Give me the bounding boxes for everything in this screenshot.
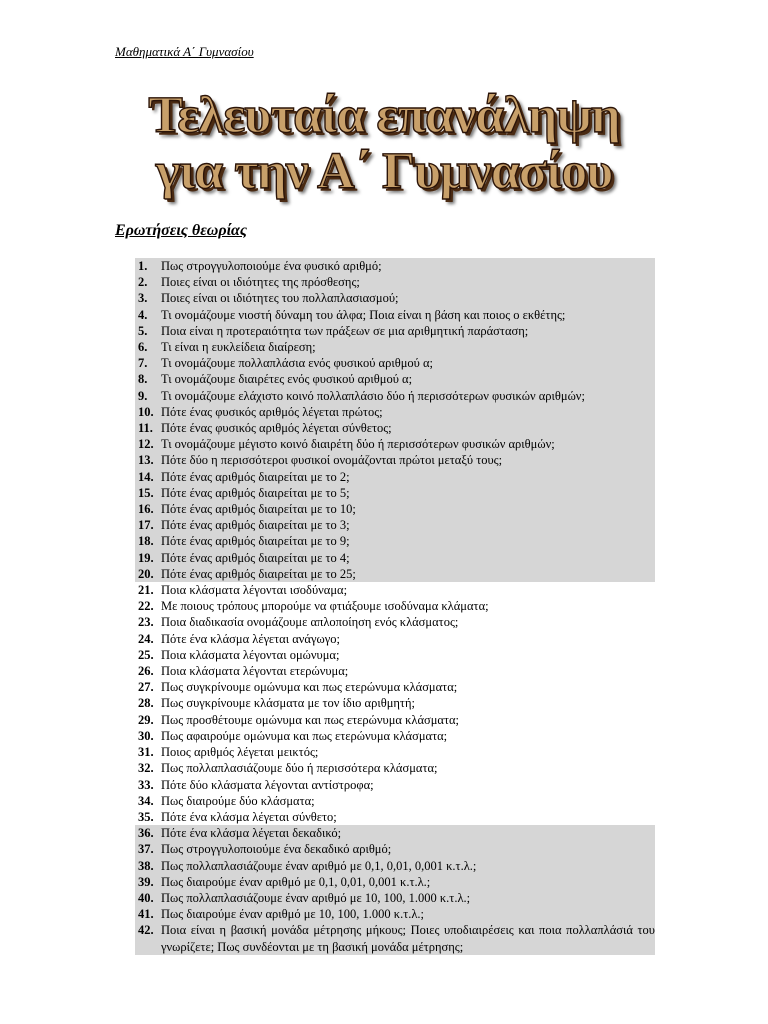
- question-text: Πως συγκρίνουμε ομώνυμα και πως ετερώνυμα κλάσματα;: [161, 680, 458, 695]
- question-text: Πότε δύο κλάσματα λέγονται αντίστροφα;: [161, 777, 374, 792]
- question-number: 14.: [138, 469, 154, 484]
- question-text: Ποια είναι η βασική μονάδα μέτρησης μήκους; Ποιες υποδιαιρέσεις και ποια πολλαπλάσιά του γνωρίζετε; Πως συνδέονται με τη βασική μονάδα μέτρησης;: [161, 923, 655, 954]
- question-item: [135, 388, 655, 404]
- question-text: Τι ονομάζουμε μέγιστο κοινό διαιρέτη δύο ή περισσότερων φυσικών αριθμών;: [161, 437, 555, 452]
- question-number: 8.: [138, 372, 148, 387]
- section-title: Ερωτήσεις θεωρίας: [115, 222, 248, 239]
- question-text: Τι ονομάζουμε νιοστή δύναμη του άλφα; Ποια είναι η βάση και ποιος ο εκθέτης;: [161, 307, 566, 322]
- question-item: [135, 744, 655, 760]
- question-item: [135, 550, 655, 566]
- question-text: Ποιες είναι οι ιδιότητες του πολλαπλασιασμού;: [161, 291, 399, 306]
- question-item: [135, 485, 655, 501]
- question-item: [135, 777, 655, 793]
- question-number: 37.: [138, 842, 154, 857]
- question-item: [135, 793, 655, 809]
- question-item: [135, 290, 655, 306]
- question-number: 18.: [138, 534, 154, 549]
- question-item: [135, 679, 655, 695]
- question-item: [135, 841, 655, 857]
- question-item: [135, 728, 655, 744]
- question-item: [135, 631, 655, 647]
- question-number: 30.: [138, 728, 154, 743]
- question-number: 11.: [138, 421, 153, 436]
- question-number: 28.: [138, 696, 154, 711]
- question-text: Πότε ένας αριθμός διαιρείται με το 25;: [161, 566, 356, 581]
- question-item: [135, 922, 655, 954]
- question-number: 40.: [138, 890, 154, 905]
- question-text: Πότε ένας αριθμός διαιρείται με το 4;: [161, 550, 350, 565]
- question-number: 32.: [138, 761, 154, 776]
- question-item: [135, 582, 655, 598]
- question-number: 1.: [138, 259, 148, 273]
- question-text: Ποια είναι η προτεραιότητα των πράξεων σε μια αριθμητική παράσταση;: [161, 323, 529, 338]
- question-number: 34.: [138, 793, 154, 808]
- question-item: [135, 874, 655, 890]
- question-item: [135, 274, 655, 290]
- question-text: Πως στρογγυλοποιούμε ένα δεκαδικό αριθμό;: [161, 842, 392, 857]
- question-text: Πότε ένας φυσικός αριθμός λέγεται σύνθετος;: [161, 421, 392, 436]
- question-text: Ποιος αριθμός λέγεται μεικτός;: [161, 745, 319, 760]
- question-text: Πως πολλαπλασιάζουμε δύο ή περισσότερα κλάσματα;: [161, 761, 438, 776]
- question-number: 27.: [138, 680, 154, 695]
- question-text: Πότε ένα κλάσμα λέγεται σύνθετο;: [161, 809, 337, 824]
- question-number: 29.: [138, 712, 154, 727]
- question-number: 31.: [138, 745, 154, 760]
- question-text: Με ποιους τρόπους μπορούμε να φτιάξουμε ισοδύναμα κλάματα;: [161, 599, 489, 614]
- question-item: [135, 420, 655, 436]
- question-item: [135, 858, 655, 874]
- question-item: [135, 404, 655, 420]
- question-item: [135, 614, 655, 630]
- question-item: [135, 452, 655, 468]
- question-item: [135, 598, 655, 614]
- question-item: [135, 371, 655, 387]
- question-item: [135, 809, 655, 825]
- question-item: [135, 501, 655, 517]
- question-item: [135, 760, 655, 776]
- question-text: Πως διαιρούμε δύο κλάσματα;: [161, 793, 315, 808]
- question-number: 42.: [138, 923, 154, 938]
- question-text: Τι ονομάζουμε πολλαπλάσια ενός φυσικού αριθμού α;: [161, 356, 433, 371]
- question-number: 17.: [138, 518, 154, 533]
- question-number: 19.: [138, 550, 154, 565]
- question-number: 9.: [138, 388, 148, 403]
- question-item: [135, 307, 655, 323]
- question-text: Τι ονομάζουμε ελάχιστο κοινό πολλαπλάσιο δύο ή περισσότερων φυσικών αριθμών;: [161, 388, 585, 403]
- question-text: Τι ονομάζουμε διαιρέτες ενός φυσικού αριθμού α;: [161, 372, 413, 387]
- question-item: [135, 647, 655, 663]
- question-item: [135, 825, 655, 841]
- title-line-1: Τελευταία επανάληψη: [148, 87, 620, 144]
- question-item: [135, 890, 655, 906]
- question-item: [135, 323, 655, 339]
- questions-list: [135, 258, 655, 955]
- question-text: Πότε ένας αριθμός διαιρείται με το 10;: [161, 502, 356, 517]
- question-item: [135, 355, 655, 371]
- question-number: 7.: [138, 356, 148, 371]
- question-text: Πως στρογγυλοποιούμε ένα φυσικό αριθμό;: [161, 259, 382, 273]
- question-text: Ποια κλάσματα λέγονται ετερώνυμα;: [161, 664, 349, 679]
- question-text: Πως πολλαπλασιάζουμε έναν αριθμό με 10, 100, 1.000 κ.τ.λ.;: [161, 890, 471, 905]
- question-text: Πότε ένα κλάσμα λέγεται ανάγωγο;: [161, 631, 340, 646]
- question-item: [135, 517, 655, 533]
- question-item: [135, 695, 655, 711]
- question-text: Πως αφαιρούμε ομώνυμα και πως ετερώνυμα κλάσματα;: [161, 728, 448, 743]
- question-number: 25.: [138, 647, 154, 662]
- question-text: Πως συγκρίνουμε κλάσματα με τον ίδιο αριθμητή;: [161, 696, 415, 711]
- question-text: Ποια κλάσματα λέγονται ομώνυμα;: [161, 647, 340, 662]
- question-number: 26.: [138, 664, 154, 679]
- document-header: Μαθηματικά Α΄ Γυμνασίου: [115, 44, 254, 59]
- question-item: [135, 436, 655, 452]
- question-number: 33.: [138, 777, 154, 792]
- question-number: 38.: [138, 858, 154, 873]
- question-text: Πότε ένας φυσικός αριθμός λέγεται πρώτος;: [161, 404, 383, 419]
- question-text: Πως πολλαπλασιάζουμε έναν αριθμό με 0,1, 0,01, 0,001 κ.τ.λ.;: [161, 858, 477, 873]
- question-text: Ποια κλάσματα λέγονται ισοδύναμα;: [161, 583, 348, 598]
- question-text: Ποιες είναι οι ιδιότητες της πρόσθεσης;: [161, 275, 360, 290]
- question-number: 4.: [138, 307, 148, 322]
- question-number: 21.: [138, 583, 154, 598]
- question-number: 13.: [138, 453, 154, 468]
- question-number: 12.: [138, 437, 154, 452]
- question-text: Πως προσθέτουμε ομώνυμα και πως ετερώνυμα κλάσματα;: [161, 712, 460, 727]
- question-text: Πότε ένας αριθμός διαιρείται με το 9;: [161, 534, 350, 549]
- question-item: [135, 533, 655, 549]
- question-text: Ποια διαδικασία ονομάζουμε απλοποίηση ενός κλάσματος;: [161, 615, 459, 630]
- question-number: 2.: [138, 275, 148, 290]
- page-title: [110, 88, 658, 200]
- question-number: 35.: [138, 809, 154, 824]
- question-item: [135, 906, 655, 922]
- question-text: Πως διαιρούμε έναν αριθμό με 10, 100, 1.000 κ.τ.λ.;: [161, 907, 424, 922]
- question-text: Πως διαιρούμε έναν αριθμό με 0,1, 0,01, 0,001 κ.τ.λ.;: [161, 874, 431, 889]
- question-text: Πότε ένας αριθμός διαιρείται με το 2;: [161, 469, 350, 484]
- question-item: [135, 339, 655, 355]
- question-text: Πότε ένας αριθμός διαιρείται με το 5;: [161, 485, 350, 500]
- question-number: 22.: [138, 599, 154, 614]
- question-item: [135, 566, 655, 582]
- question-number: 15.: [138, 485, 154, 500]
- question-number: 36.: [138, 826, 154, 841]
- question-text: Πότε δύο η περισσότεροι φυσικοί ονομάζονται πρώτοι μεταξύ τους;: [161, 453, 503, 468]
- question-number: 23.: [138, 615, 154, 630]
- question-item: [135, 712, 655, 728]
- question-number: 24.: [138, 631, 154, 646]
- question-item: [135, 663, 655, 679]
- question-number: 10.: [138, 404, 154, 419]
- question-text: Πότε ένα κλάσμα λέγεται δεκαδικό;: [161, 826, 342, 841]
- question-number: 6.: [138, 340, 148, 355]
- question-number: 39.: [138, 874, 154, 889]
- question-number: 16.: [138, 502, 154, 517]
- question-number: 41.: [138, 907, 154, 922]
- question-number: 5.: [138, 323, 148, 338]
- question-item: [135, 258, 655, 274]
- question-text: Τι είναι η ευκλείδεια διαίρεση;: [161, 340, 316, 355]
- question-item: [135, 469, 655, 485]
- question-number: 3.: [138, 291, 148, 306]
- question-number: 20.: [138, 566, 154, 581]
- question-text: Πότε ένας αριθμός διαιρείται με το 3;: [161, 518, 350, 533]
- title-line-2: για την Α΄ Γυμνασίου: [155, 143, 613, 200]
